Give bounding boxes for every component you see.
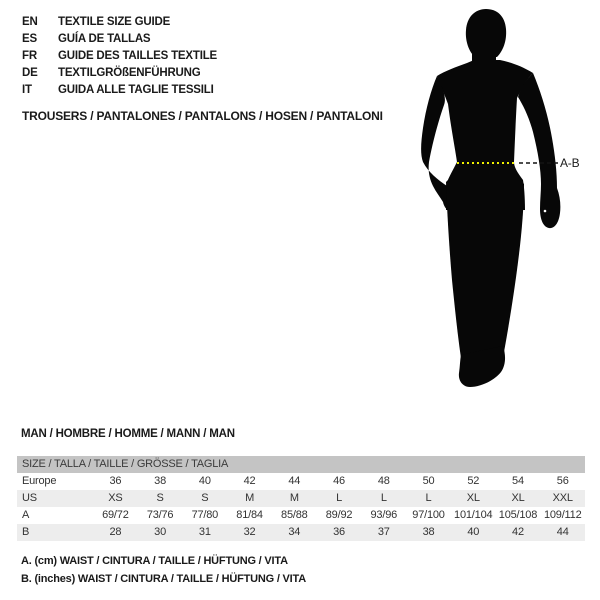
size-cell: 73/76	[146, 509, 174, 521]
size-cell: 81/84	[236, 509, 263, 521]
size-cell: 34	[288, 526, 301, 538]
note-a-cm: A. (cm) WAIST / CINTURA / TAILLE / HÜFTUNG / VITA	[21, 555, 288, 567]
size-cell: 36	[109, 475, 122, 487]
man-silhouette-figure	[390, 0, 600, 420]
table-row	[17, 490, 585, 507]
language-row-de	[22, 65, 217, 82]
size-cell: L	[380, 492, 387, 504]
size-cell: 52	[467, 475, 480, 487]
size-cell: 56	[556, 475, 569, 487]
size-table-body	[17, 473, 585, 541]
silhouette-legs	[446, 178, 524, 358]
table-row	[17, 524, 585, 541]
size-cell: M	[289, 492, 299, 504]
size-table	[17, 456, 585, 541]
size-cell: 109/112	[543, 509, 582, 521]
size-cell: XXL	[552, 492, 573, 504]
language-code: ES	[22, 33, 37, 45]
language-code: IT	[22, 84, 32, 96]
size-cell: 101/104	[454, 509, 493, 521]
size-cell: S	[201, 492, 209, 504]
size-cell: 50	[422, 475, 435, 487]
size-cell: 69/72	[102, 509, 129, 521]
language-label: TEXTILGRÖßENFÜHRUNG	[58, 67, 201, 79]
size-cell: 37	[377, 526, 390, 538]
language-row-es	[22, 31, 217, 48]
size-cell: 38	[422, 526, 435, 538]
hand-highlight	[544, 210, 547, 213]
size-cell: 38	[154, 475, 167, 487]
size-cell: 93/96	[370, 509, 398, 521]
table-row	[17, 473, 585, 490]
language-label: GUIDA ALLE TAGLIE TESSILI	[58, 84, 214, 96]
note-b-inches: B. (inches) WAIST / CINTURA / TAILLE / HÜFTUNG / VITA	[21, 572, 306, 585]
language-list	[22, 14, 217, 99]
language-label: GUÍA DE TALLAS	[58, 33, 151, 45]
table-row	[17, 507, 585, 524]
size-table-header: SIZE / TALLA / TAILLE / GRÖSSE / TAGLIA	[17, 456, 585, 473]
measure-notes	[21, 553, 306, 588]
size-cell: M	[245, 492, 255, 504]
language-label: TEXTILE SIZE GUIDE	[58, 16, 171, 28]
size-cell: 46	[333, 475, 345, 487]
size-cell: 97/100	[412, 509, 445, 521]
size-cell: 36	[333, 526, 345, 538]
size-cell: XS	[108, 492, 123, 504]
size-cell: 32	[243, 526, 256, 538]
row-label: US	[22, 492, 37, 504]
size-cell: 85/88	[281, 509, 308, 521]
language-row-it	[22, 82, 217, 99]
size-cell: 40	[198, 475, 211, 487]
language-row-en	[22, 14, 217, 31]
size-cell: 40	[467, 526, 480, 538]
garment-title: TROUSERS / PANTALONES / PANTALONS / HOSEN / PANTALONI	[22, 109, 383, 123]
size-cell: 44	[556, 526, 569, 538]
size-cell: 30	[154, 526, 167, 538]
language-row-fr	[22, 48, 217, 65]
row-label: A	[22, 509, 30, 521]
size-cell: 44	[288, 475, 301, 487]
size-cell: 28	[109, 526, 122, 538]
language-code: FR	[22, 50, 37, 62]
size-cell: 54	[512, 475, 524, 487]
language-code: DE	[22, 67, 38, 79]
size-cell: L	[336, 492, 342, 504]
size-cell: 42	[243, 475, 256, 487]
size-cell: 105/108	[498, 509, 538, 521]
language-label: GUIDE DES TAILLES TEXTILE	[58, 50, 217, 62]
size-cell: L	[425, 492, 432, 504]
language-code: EN	[22, 16, 38, 28]
waist-measure-label: A-B	[560, 156, 580, 170]
size-cell: 42	[512, 526, 524, 538]
size-cell: 31	[198, 526, 211, 538]
size-cell: XL	[466, 492, 480, 504]
size-cell: 77/80	[191, 509, 219, 521]
row-label: B	[22, 526, 30, 538]
row-label: Europe	[22, 475, 57, 487]
gender-title: MAN / HOMBRE / HOMME / MANN / MAN	[21, 428, 235, 440]
size-cell: 48	[377, 475, 390, 487]
size-cell: S	[156, 492, 164, 504]
size-cell: XL	[511, 492, 525, 504]
size-cell: 89/92	[325, 509, 353, 521]
